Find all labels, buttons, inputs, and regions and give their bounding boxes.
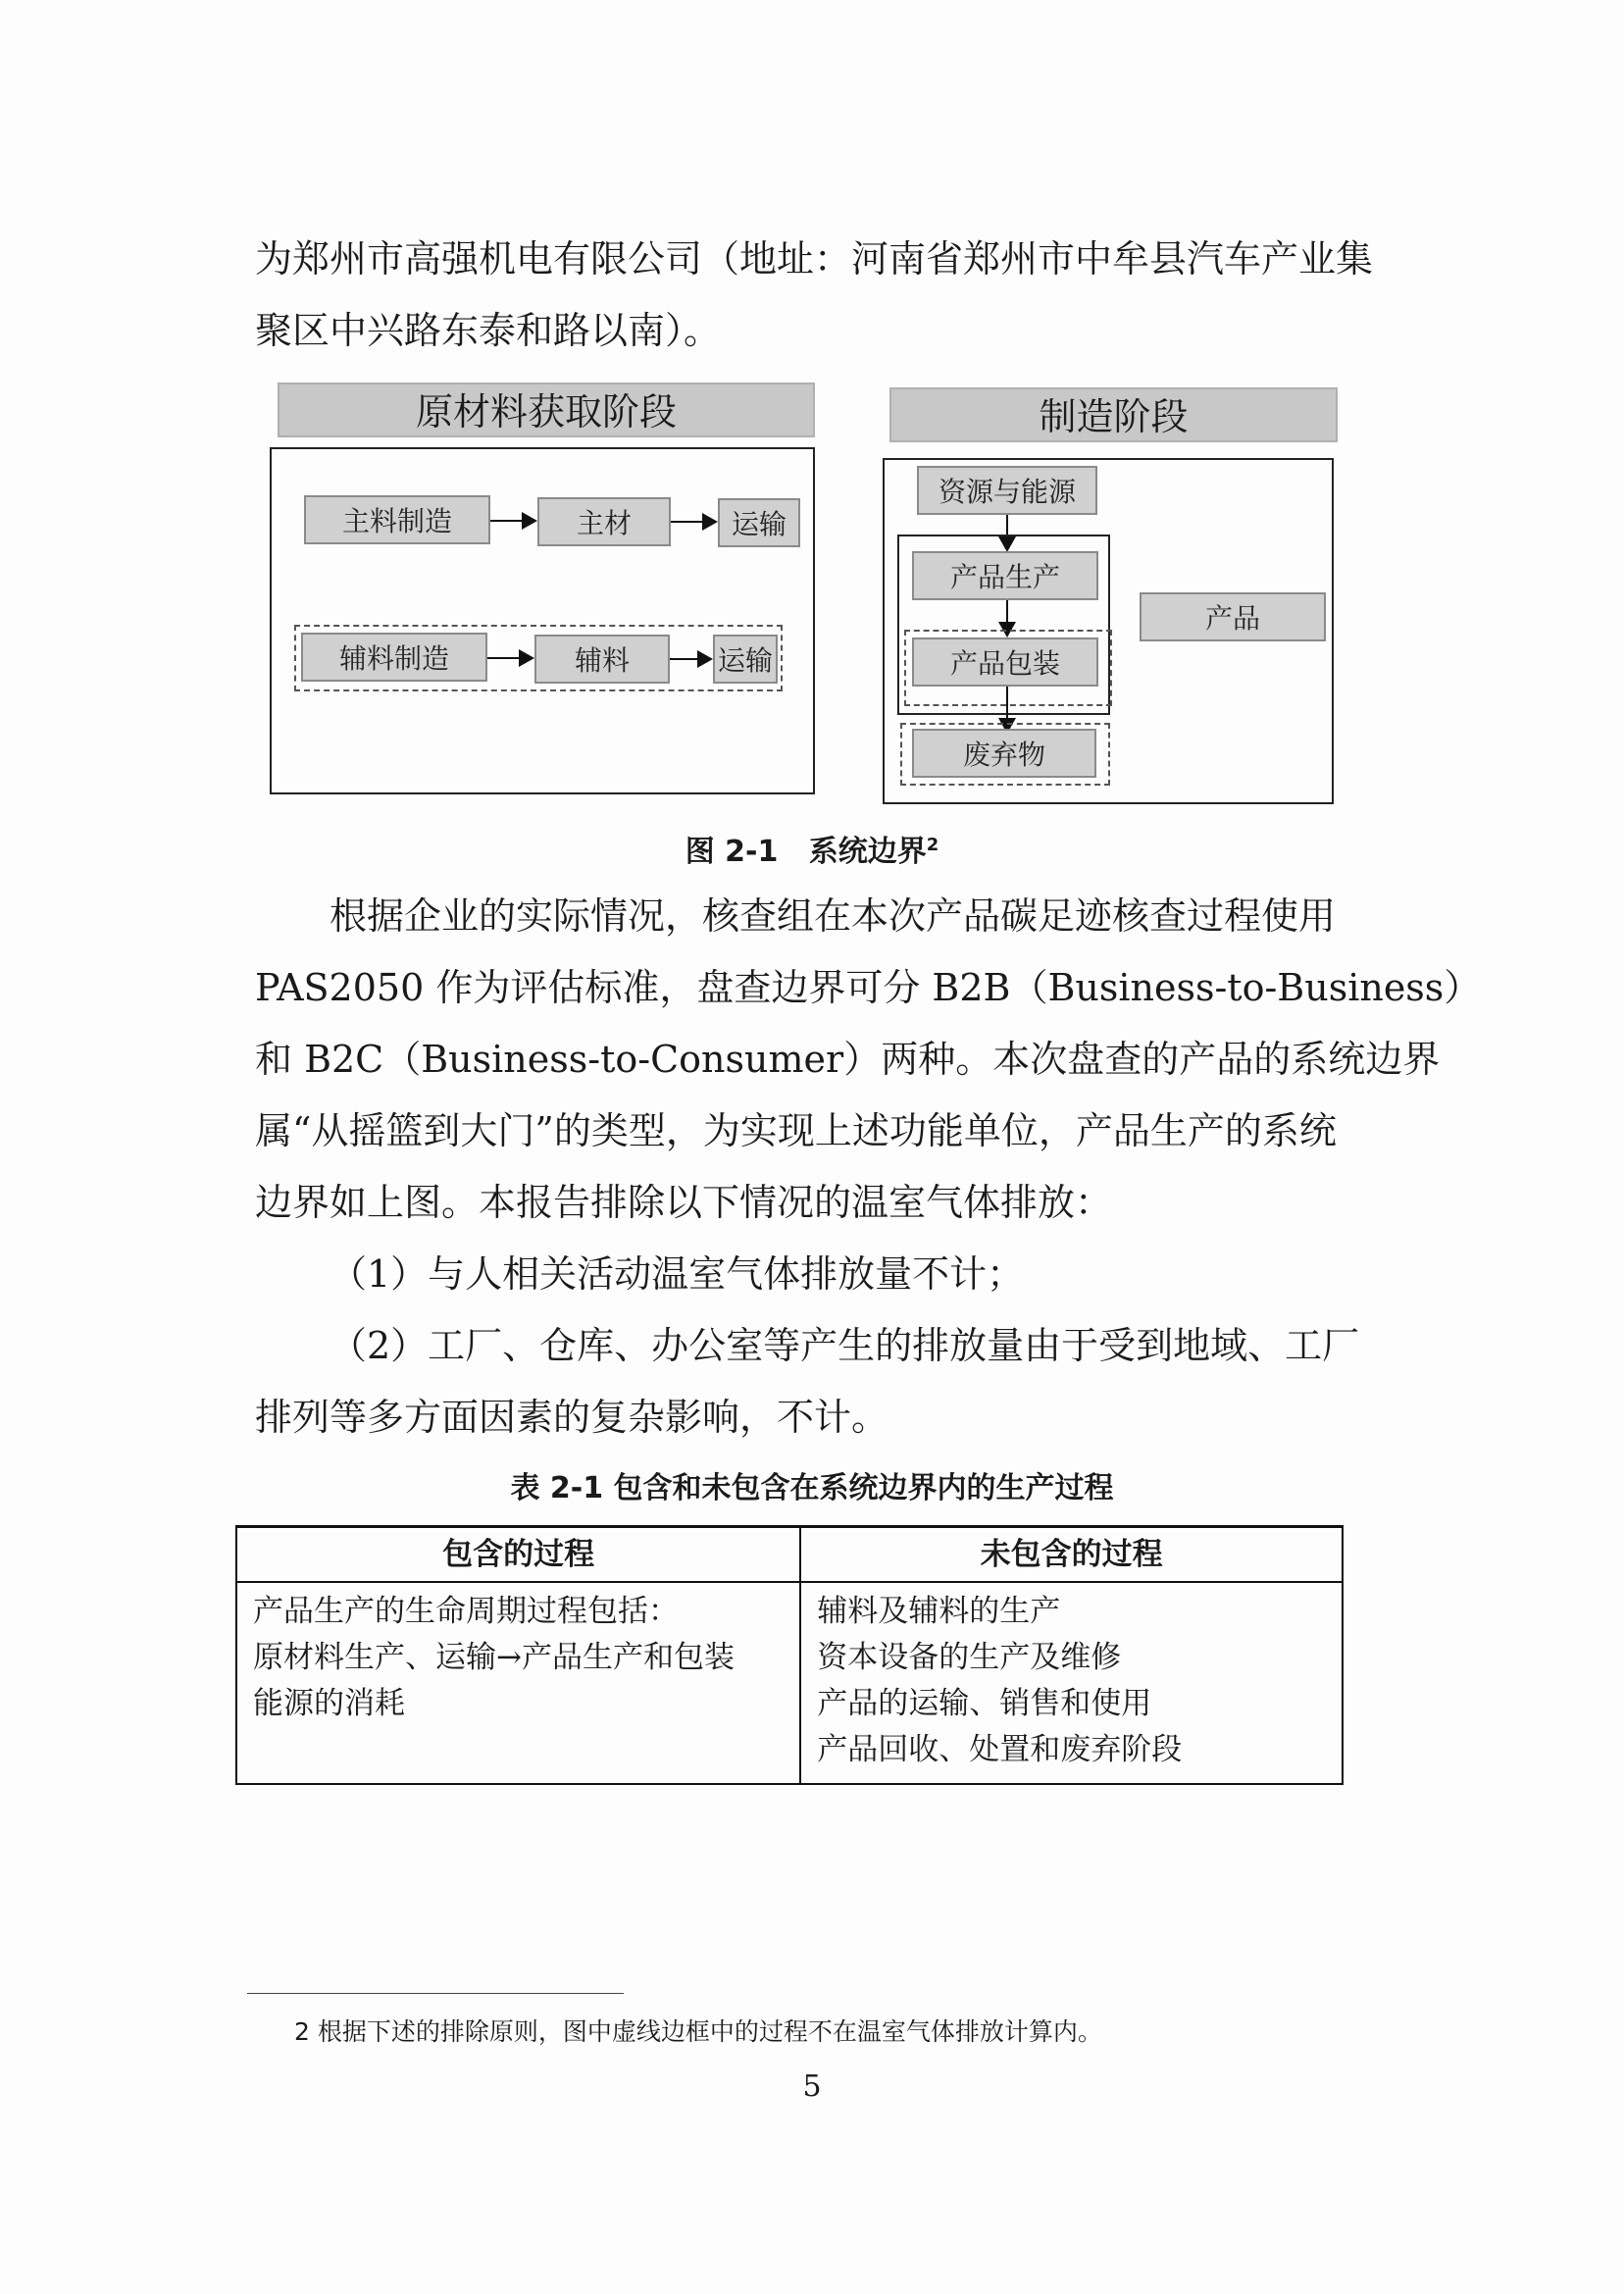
body-line: PAS2050 作为评估标准，盘查边界可分 B2B（Business-to-Business）	[255, 966, 1482, 1009]
table-header-excluded: 未包含的过程	[800, 1527, 1343, 1583]
footnote-reference: 2	[926, 835, 939, 855]
flow-arrow	[671, 521, 714, 523]
transport-box: 运输	[718, 498, 800, 547]
body-paragraph	[255, 881, 1482, 1453]
flow-arrow	[1006, 600, 1008, 634]
included-processes-cell	[236, 1582, 800, 1784]
figure-caption-text: 系统边界	[808, 835, 927, 869]
process-boundary-table	[235, 1525, 1344, 1785]
table-caption: 表 2-1 包含和未包含在系统边界内的生产过程	[510, 1471, 1114, 1505]
main-material-manufacture-box: 主料制造	[304, 495, 490, 544]
page-number: 5	[802, 2069, 822, 2104]
flow-arrow	[490, 520, 533, 522]
table-header-included: 包含的过程	[236, 1527, 800, 1583]
exclusion-item-2-cont: 排列等多方面因素的复杂影响，不计。	[255, 1396, 889, 1439]
production-box: 产品生产	[912, 551, 1098, 600]
raw-material-stage-header: 原材料获取阶段	[278, 382, 815, 437]
exclusion-item-2: （2）工厂、仓库、办公室等产生的排放量由于受到地域、工厂	[330, 1324, 1360, 1367]
main-material-box: 主材	[537, 497, 671, 546]
intro-line: 聚区中兴路东泰和路以南）。	[255, 309, 722, 352]
included-process: 能源的消耗	[253, 1686, 405, 1721]
exclusion-item-1: （1）与人相关活动温室气体排放量不计；	[330, 1252, 1025, 1296]
auxiliary-material-box: 辅料	[534, 635, 670, 684]
excluded-process: 辅料及辅料的生产	[817, 1594, 1061, 1629]
waste-box: 废弃物	[912, 729, 1096, 778]
intro-paragraph	[255, 224, 1374, 367]
included-process: 产品生产的生命周期过程包括：	[253, 1594, 679, 1629]
manufacturing-stage-header: 制造阶段	[889, 387, 1338, 442]
body-line: 根据企业的实际情况，核查组在本次产品碳足迹核查过程使用	[330, 894, 1337, 938]
excluded-process: 资本设备的生产及维修	[817, 1640, 1122, 1675]
product-box: 产品	[1140, 592, 1326, 641]
footnote-separator	[247, 1993, 624, 1994]
intro-line: 为郑州市高强机电有限公司（地址：河南省郑州市中牟县汽车产业集	[255, 237, 1374, 280]
excluded-process: 产品的运输、销售和使用	[817, 1686, 1152, 1721]
included-process: 原材料生产、运输→产品生产和包装	[253, 1640, 735, 1675]
auxiliary-manufacture-box: 辅料制造	[301, 633, 487, 682]
figure-caption-label: 图 2-1	[685, 835, 779, 869]
body-line: 和 B2C（Business-to-Consumer）两种。本次盘查的产品的系统边界	[255, 1038, 1441, 1081]
flow-arrow	[487, 657, 531, 659]
auxiliary-transport-box: 运输	[713, 635, 778, 684]
packaging-box: 产品包装	[912, 637, 1098, 687]
excluded-process: 产品回收、处置和废弃阶段	[817, 1732, 1183, 1767]
excluded-processes-cell	[800, 1582, 1343, 1784]
body-line: 属“从摇篮到大门”的类型，为实现上述功能单位，产品生产的系统	[255, 1109, 1337, 1152]
body-line: 边界如上图。本报告排除以下情况的温室气体排放：	[255, 1181, 1113, 1224]
figure-caption	[0, 827, 1624, 870]
resource-energy-box: 资源与能源	[917, 466, 1097, 515]
footnote: 2 根据下述的排除原则，图中虚线边框中的过程不在温室气体排放计算内。	[294, 2017, 1102, 2046]
flow-arrow	[670, 658, 709, 660]
